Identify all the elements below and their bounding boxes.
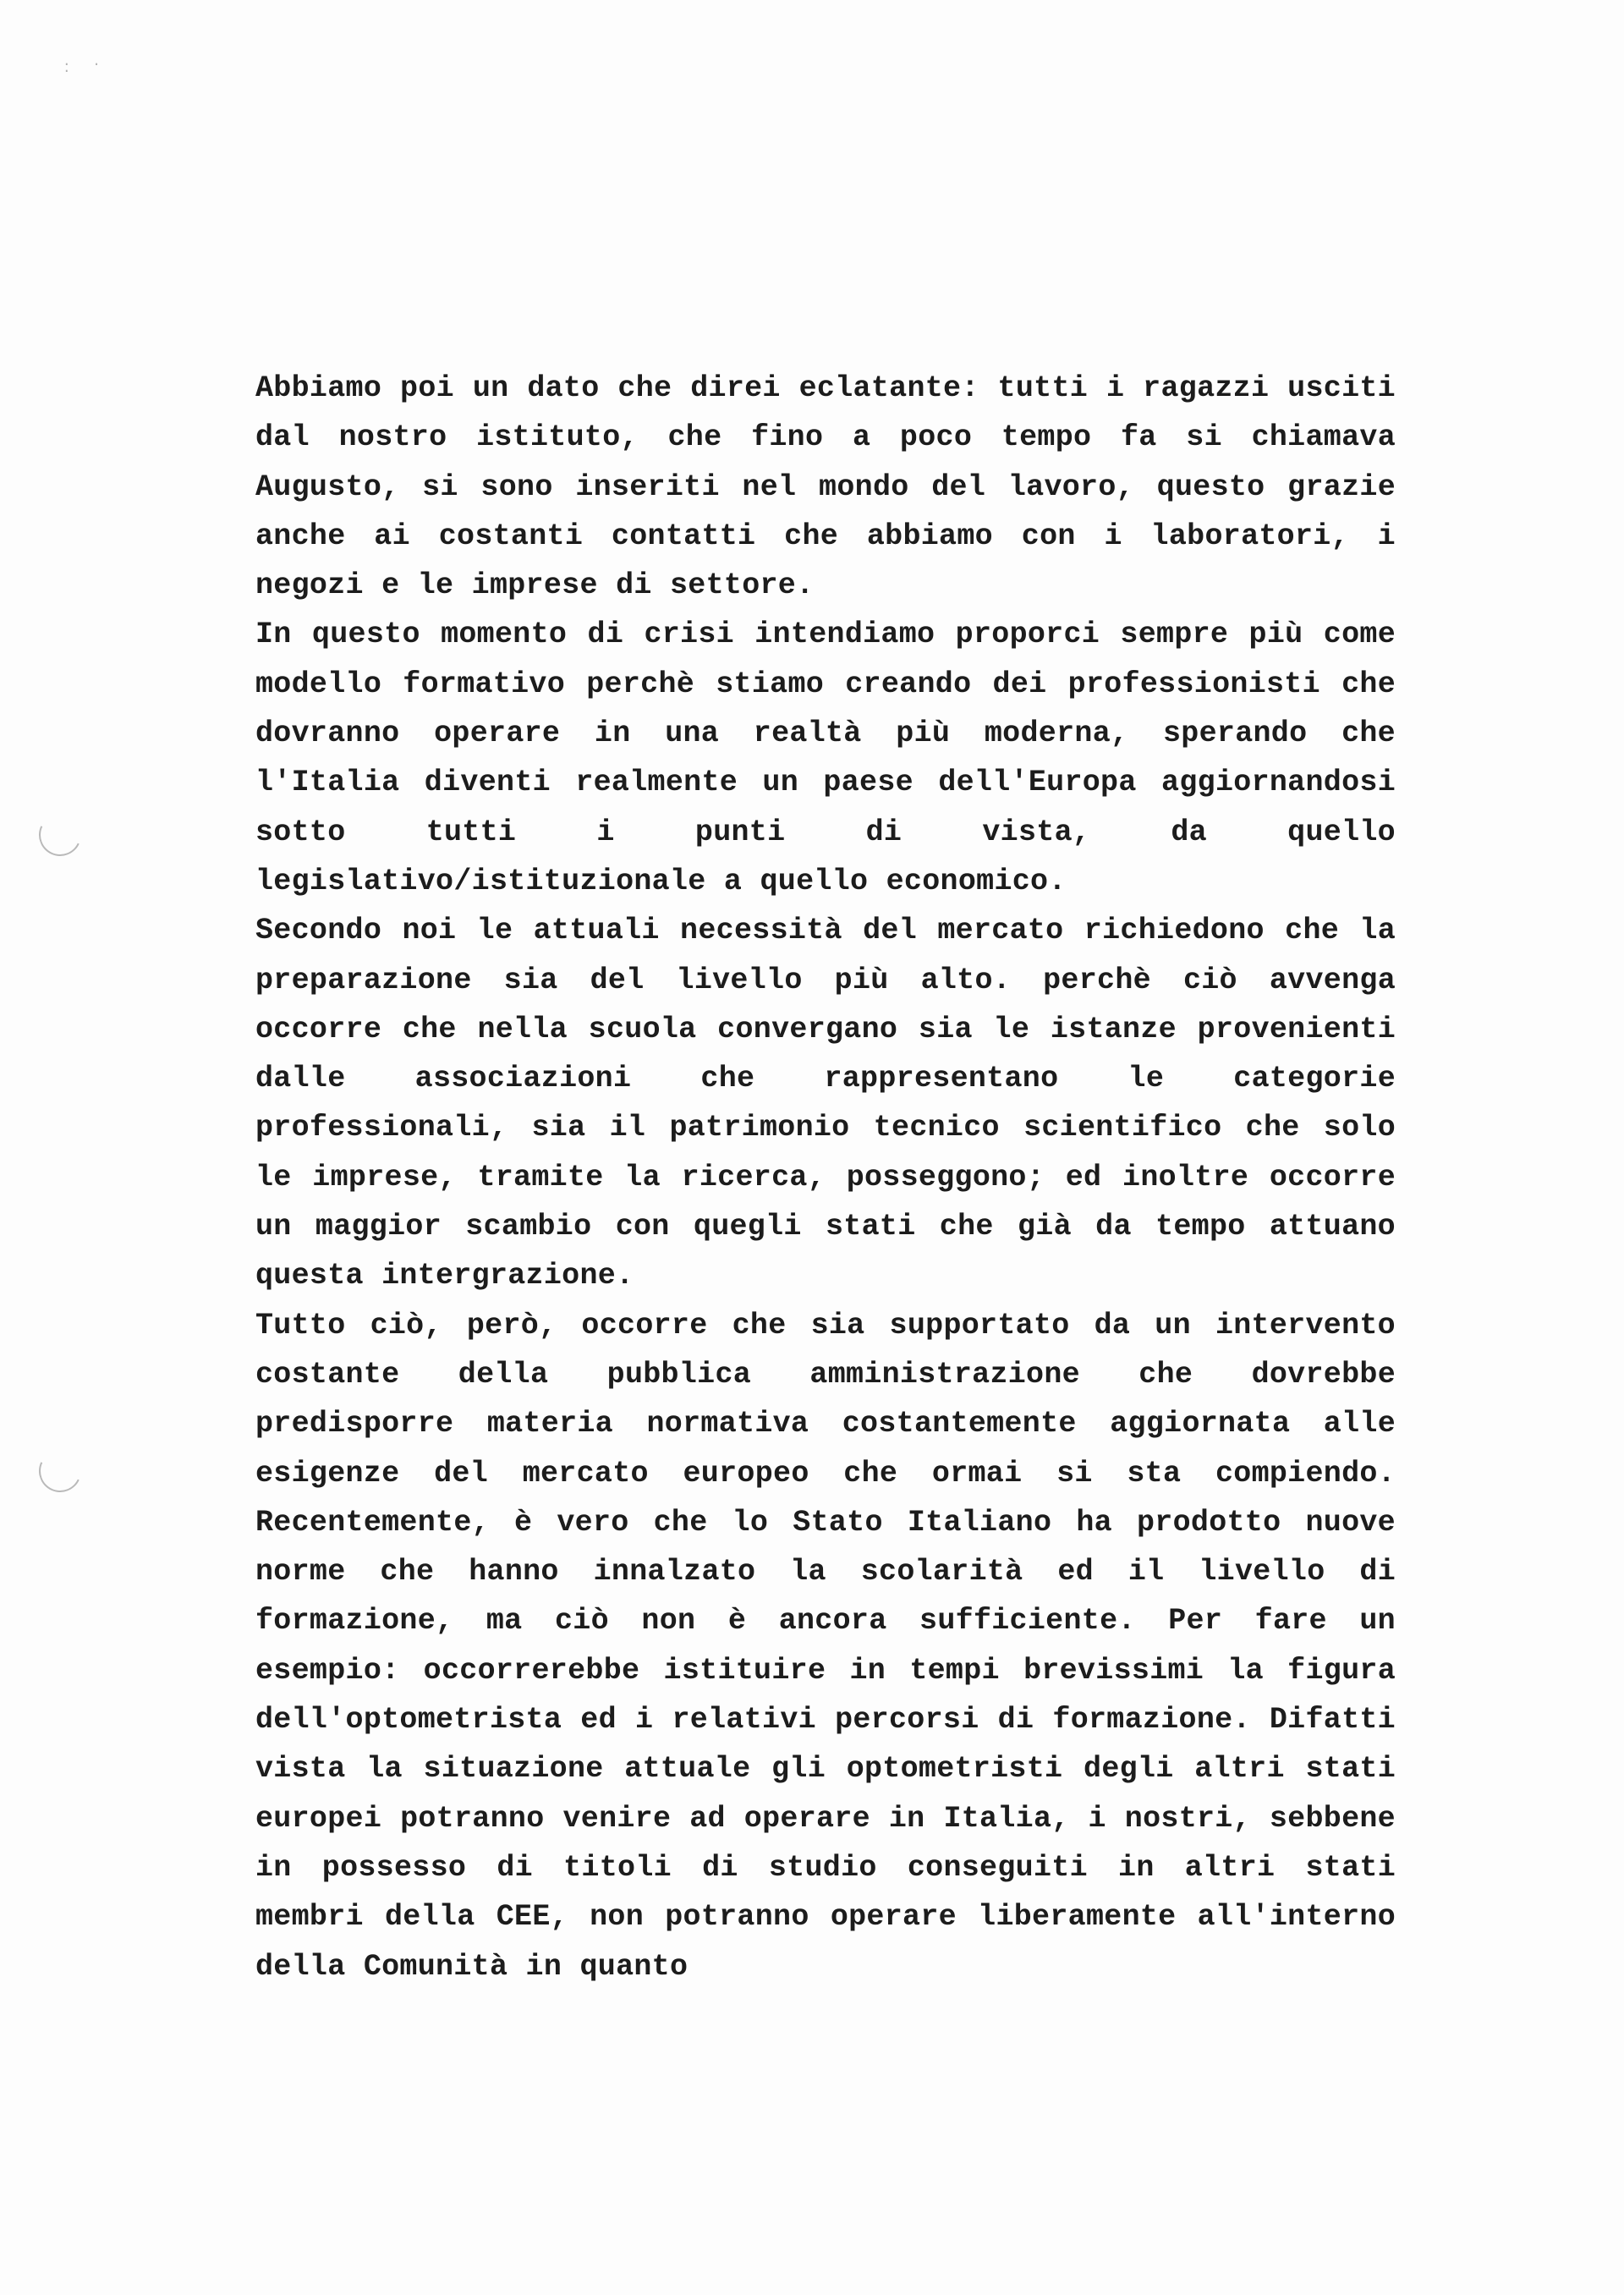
scan-artifact-mark: · · · xyxy=(63,57,107,79)
paragraph-4: Tutto ciò, però, occorre che sia supportato da un intervento costante della pubblica amministrazione che dovrebbe predisporre materia normativa costantemente aggiornata alle esigenze del mercato europeo che ormai si sta compiendo. Recentemente, è vero che lo Stato Italiano ha prodotto nuove norme che hanno innalzato la scolarità ed il livello di formazione, ma ciò non è ancora sufficiente. Per fare un esempio: occorrerebbe istituire in tempi brevissimi la figura dell'optometrista ed i relativi percorsi di formazione. Difatti vista la situazione attuale gli optometristi degli altri stati europei potranno venire ad operare in Italia, i nostri, sebbene in possesso di titoli di studio conseguiti in altri stati membri della CEE, non potranno operare liberamente all'interno della Comunità in quanto xyxy=(255,1308,1396,1984)
paragraph-1: Abbiamo poi un dato che direi eclatante: tutti i ragazzi usciti dal nostro istituto, che fino a poco tempo fa si chiamava Augusto, si sono inseriti nel mondo del lavoro, questo grazie anche ai costanti contatti che abbiamo con i laboratori, i negozi e le imprese di settore. xyxy=(255,371,1396,603)
paragraph-3: Secondo noi le attuali necessità del mercato richiedono che la preparazione sia del livello più alto. perchè ciò avvenga occorre che nella scuola convergano sia le istanze provenienti dalle associazioni che rappresentano le categorie professionali, sia il patrimonio tecnico scientifico che solo le imprese, tramite la ricerca, posseggono; ed inoltre occorre un maggior scambio con quegli stati che già da tempo attuano questa intergrazione. xyxy=(255,914,1396,1293)
punch-hole-bottom xyxy=(33,1444,87,1498)
punch-hole-top xyxy=(33,808,87,862)
paragraph-2: In questo momento di crisi intendiamo proporci sempre più come modello formativo perchè stiamo creando dei professionisti che dovranno operare in una realtà più moderna, sperando che l'Italia diventi realmente un paese dell'Europa aggiornandosi sotto tutti i punti di vista, da quello legislativo/istituzionale a quello economico. xyxy=(255,618,1396,898)
typed-text-block xyxy=(255,364,1396,1991)
